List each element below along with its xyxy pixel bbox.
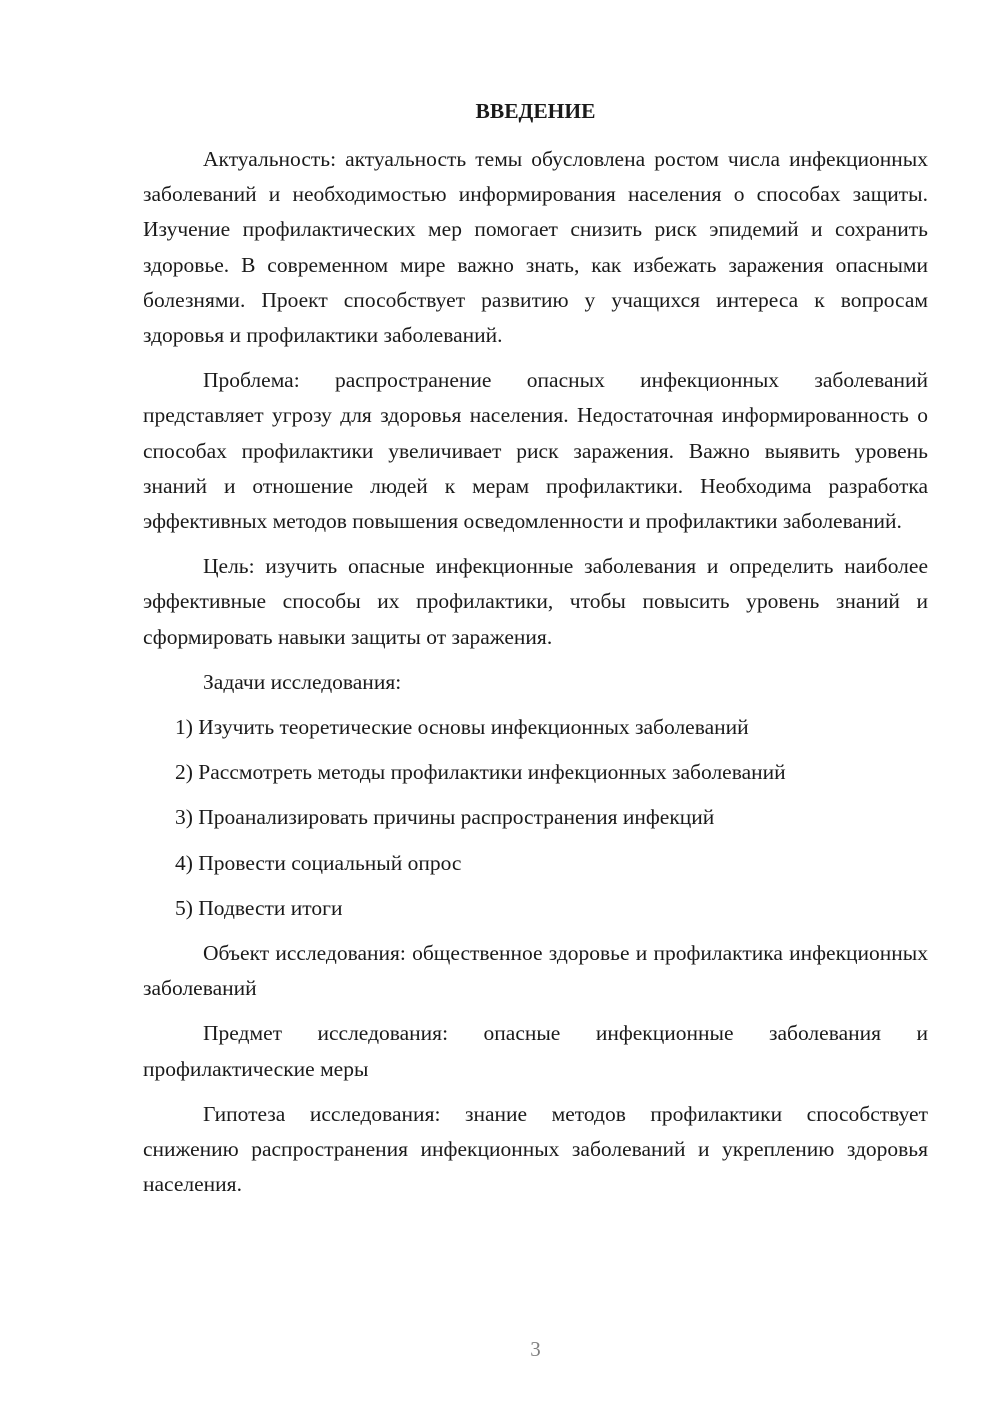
page-title: ВВЕДЕНИЕ [475,99,596,123]
document-body [143,142,928,1202]
tasks-list [143,710,928,926]
list-item: 5) Подвести итоги [175,895,343,920]
list-item: 4) Провести социальный опрос [175,850,462,875]
paragraph-goal: Цель: изучить опасные инфекционные заболевания и определить наиболее эффективные способы их профилактики, чтобы повысить уровень знаний и сформировать навыки защиты от заражения. [143,554,928,649]
tasks-heading: Задачи исследования: [203,669,402,694]
paragraph-subject: Предмет исследования: опасные инфекционные заболевания и профилактические меры [143,1021,928,1081]
list-item: 1) Изучить теоретические основы инфекционных заболеваний [175,715,749,740]
paragraph-problem: Проблема: распространение опасных инфекционных заболеваний представляет угрозу для здоровья населения. Недостаточная информированность о способах профилактики увеличивает риск заражения. Важно выявить уровень знаний и отношение людей к мерам профилактики. Необходима разработка эффективных методов повышения осведомленности и профилактики заболеваний. [143,368,928,534]
paragraph-relevance: Актуальность: актуальность темы обусловлена ростом числа инфекционных заболеваний и необходимостью информирования населения о способах защиты. Изучение профилактических мер помогает снизить риск эпидемий и сохранить здоровье. В современном мире важно знать, как избежать заражения опасными болезнями. Проект способствует развитию у учащихся интереса к вопросам здоровья и профилактики заболеваний. [143,147,928,348]
document-page [143,0,928,1414]
paragraph-object: Объект исследования: общественное здоровье и профилактика инфекционных заболеваний [143,941,928,1001]
paragraph-hypothesis: Гипотеза исследования: знание методов профилактики способствует снижению распространения инфекционных заболеваний и укреплению здоровья населения. [143,1101,928,1197]
list-item: 2) Рассмотреть методы профилактики инфекционных заболеваний [175,760,786,785]
list-item: 3) Проанализировать причины распространения инфекций [175,805,715,830]
page-number: 3 [530,1337,541,1361]
